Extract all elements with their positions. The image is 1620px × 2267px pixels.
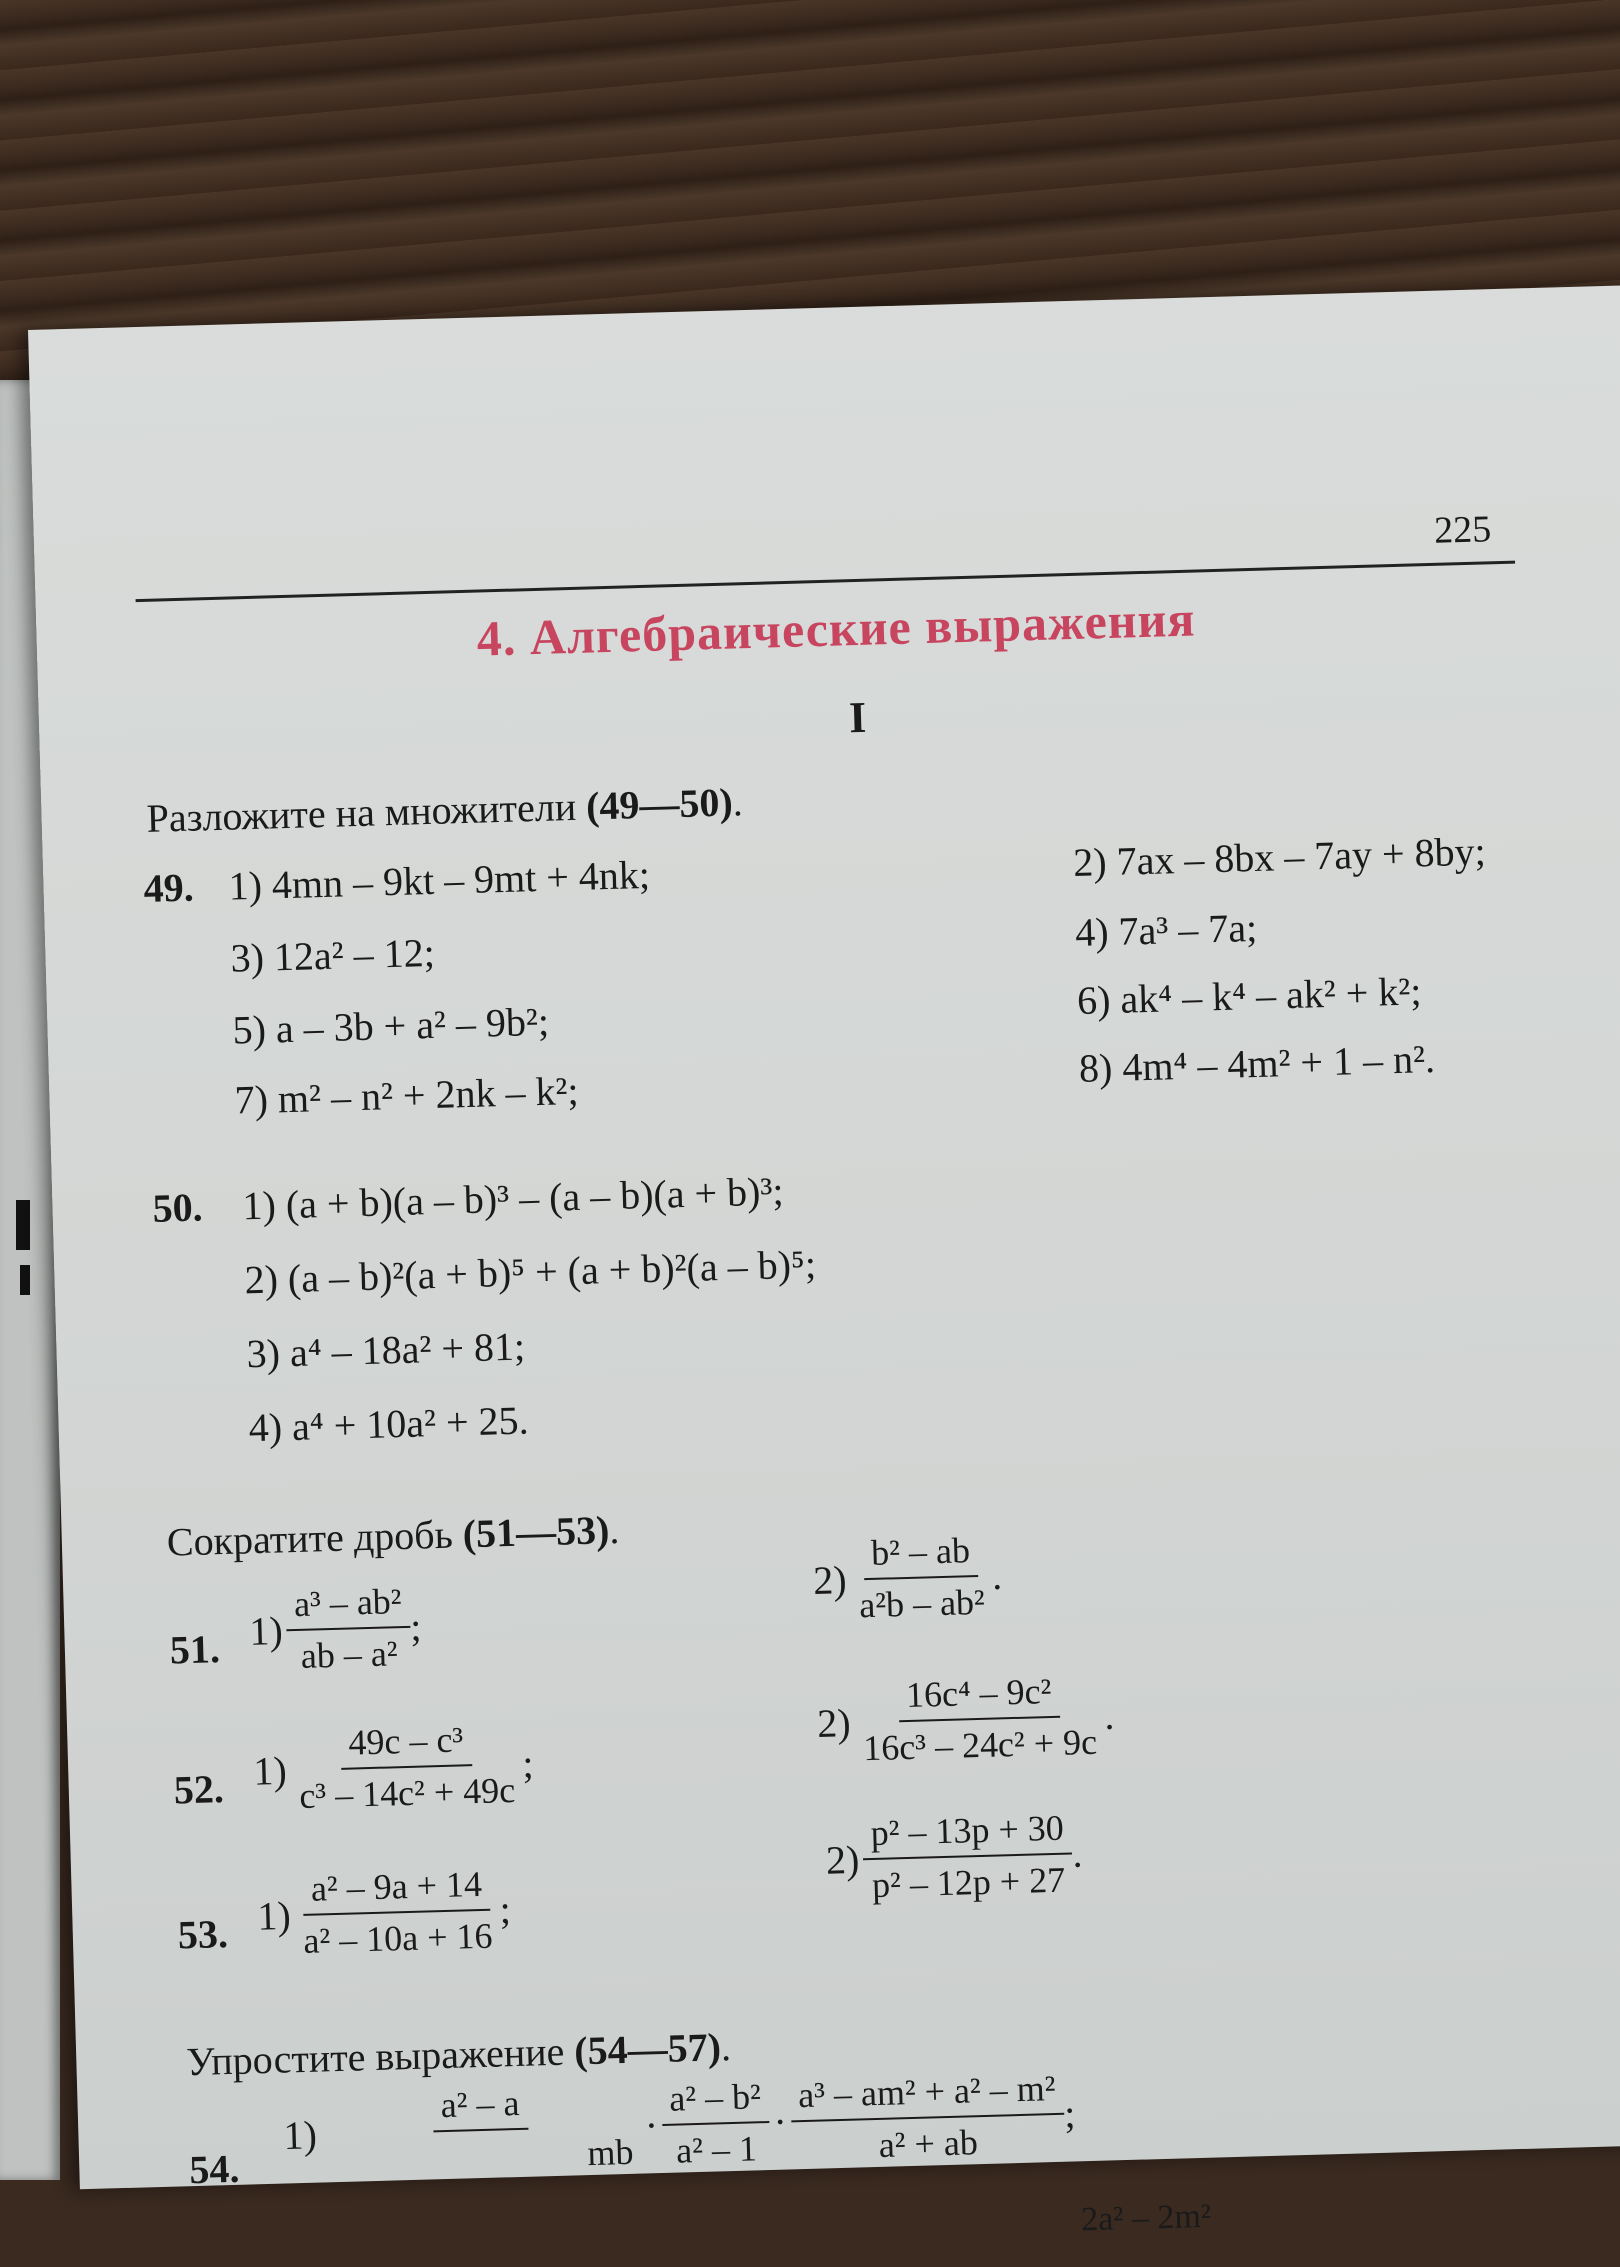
item-label: 1) xyxy=(248,1607,284,1654)
ex50-item-3: 3) a⁴ – 18a² + 81; xyxy=(246,1323,526,1377)
exercise-number-54: 54. xyxy=(188,2145,241,2193)
ex49-item-3: 3) 12a² – 12; xyxy=(229,929,436,981)
book-page xyxy=(28,285,1620,2239)
item-label: 1) xyxy=(282,2112,318,2159)
ex50-item-4: 4) a⁴ + 10a² + 25. xyxy=(248,1397,530,1451)
header-rule xyxy=(136,561,1516,603)
fraction xyxy=(862,1806,1074,1906)
page-number: 225 xyxy=(1433,508,1492,552)
ex52-item-2 xyxy=(816,1668,1116,1770)
denominator: a² – 1 xyxy=(675,2128,758,2171)
numerator: b² – ab xyxy=(863,1529,979,1580)
denominator: 16c³ – 24c² + 9c xyxy=(862,1721,1098,1769)
numerator: a² – b² xyxy=(661,2075,770,2126)
ex51-item-2 xyxy=(812,1528,1003,1627)
ex54-item-1 xyxy=(282,2066,1076,2182)
punctuation: ; xyxy=(521,1740,535,1787)
instruction-range: (54—57) xyxy=(573,2024,722,2074)
exercise-number-49: 49. xyxy=(143,864,195,911)
ex52-item-1 xyxy=(252,1716,535,1818)
numerator: 49c – c³ xyxy=(340,1718,472,1770)
denominator: mb xyxy=(586,2131,634,2174)
ex51-item-1 xyxy=(248,1580,423,1679)
exercise-number-51: 51. xyxy=(169,1626,221,1673)
punctuation: . xyxy=(991,1552,1003,1599)
instruction-reduce xyxy=(166,1506,620,1566)
ex53-item-1 xyxy=(256,1862,512,1963)
fraction xyxy=(849,1529,993,1627)
ex49-item-8: 8) 4m⁴ – 4m² + 1 – n². xyxy=(1078,1036,1436,1091)
ex49-item-5: 5) a – 3b + a² – 9b²; xyxy=(231,998,550,1053)
ex49-item-1: 1) 4mn – 9kt – 9mt + 4nk; xyxy=(227,851,651,909)
denominator: a²b – ab² xyxy=(858,1581,986,1626)
ex54-partial-line: 2a² – 2m² xyxy=(1080,2197,1212,2239)
item-label: 1) xyxy=(252,1747,288,1794)
item-label: 2) xyxy=(816,1700,852,1746)
ex49-item-6: 6) ak⁴ – k⁴ – ak² + k²; xyxy=(1076,968,1422,1023)
instruction-text: Сократите дробь xyxy=(166,1511,454,1565)
denominator: a² + ab xyxy=(878,2122,979,2165)
section-title: 4. Алгебраические выражения xyxy=(476,590,1197,667)
binding-mark xyxy=(16,1200,30,1250)
punctuation: ; xyxy=(409,1604,422,1650)
instruction-factor xyxy=(146,778,743,842)
denominator: a² – 10a + 16 xyxy=(302,1915,493,1961)
instruction-end: . xyxy=(720,2024,732,2070)
fraction xyxy=(285,1580,411,1677)
exercise-number-52: 52. xyxy=(173,1766,225,1813)
fraction xyxy=(293,1862,501,1962)
punctuation: ; xyxy=(499,1886,512,1932)
exercise-number-50: 50. xyxy=(151,1184,204,1231)
numerator: a² – 9a + 14 xyxy=(302,1863,490,1916)
numerator: 16c⁴ – 9c² xyxy=(897,1670,1060,1722)
instruction-text: Разложите на множители xyxy=(146,783,577,841)
ex49-item-4: 4) 7a³ – 7a; xyxy=(1074,904,1258,955)
numerator: a² – a xyxy=(432,2082,528,2133)
instruction-range: (49—50) xyxy=(585,779,734,829)
instruction-end: . xyxy=(732,779,744,825)
punctuation: . xyxy=(1071,1830,1084,1876)
fraction xyxy=(853,1669,1105,1770)
fraction xyxy=(289,1717,523,1817)
part-numeral: I xyxy=(848,692,867,743)
item-label: 2) xyxy=(825,1836,860,1883)
punctuation: ; xyxy=(1063,2090,1076,2137)
fraction xyxy=(661,2075,771,2172)
fraction xyxy=(320,2079,642,2182)
instruction-text: Упростите выражение xyxy=(185,2028,565,2085)
exercise-number-53: 53. xyxy=(177,1911,229,1958)
ex50-item-1: 1) (a + b)(a – b)³ – (a – b)(a + b)³; xyxy=(241,1168,785,1229)
multiplication-dot: · xyxy=(644,2102,659,2148)
instruction-simplify xyxy=(186,2023,732,2085)
punctuation: . xyxy=(1103,1692,1115,1738)
ex50-item-2: 2) (a – b)²(a + b)⁵ + (a + b)²(a – b)⁵; xyxy=(243,1241,817,1303)
ex49-item-2: 2) 7ax – 8bx – 7ay + 8by; xyxy=(1072,828,1487,886)
instruction-range: (51—53) xyxy=(462,1507,610,1557)
instruction-end: . xyxy=(608,1506,620,1553)
binding-mark-small xyxy=(20,1265,30,1295)
numerator: p² – 13p + 30 xyxy=(862,1806,1072,1860)
item-label: 2) xyxy=(812,1557,848,1604)
multiplication-dot: · xyxy=(772,2099,788,2145)
denominator: c³ – 14c² + 49c xyxy=(298,1769,516,1816)
item-label: 1) xyxy=(256,1892,292,1939)
ex53-item-2 xyxy=(825,1806,1084,1907)
numerator: a³ – ab² xyxy=(285,1580,410,1631)
denominator: ab – a² xyxy=(300,1633,399,1676)
numerator: a³ – am² + a² – m² xyxy=(790,2067,1065,2123)
fraction xyxy=(790,2067,1066,2169)
ex49-item-7: 7) m² – n² + 2nk – k²; xyxy=(233,1067,580,1123)
denominator: p² – 12p + 27 xyxy=(871,1859,1066,1906)
